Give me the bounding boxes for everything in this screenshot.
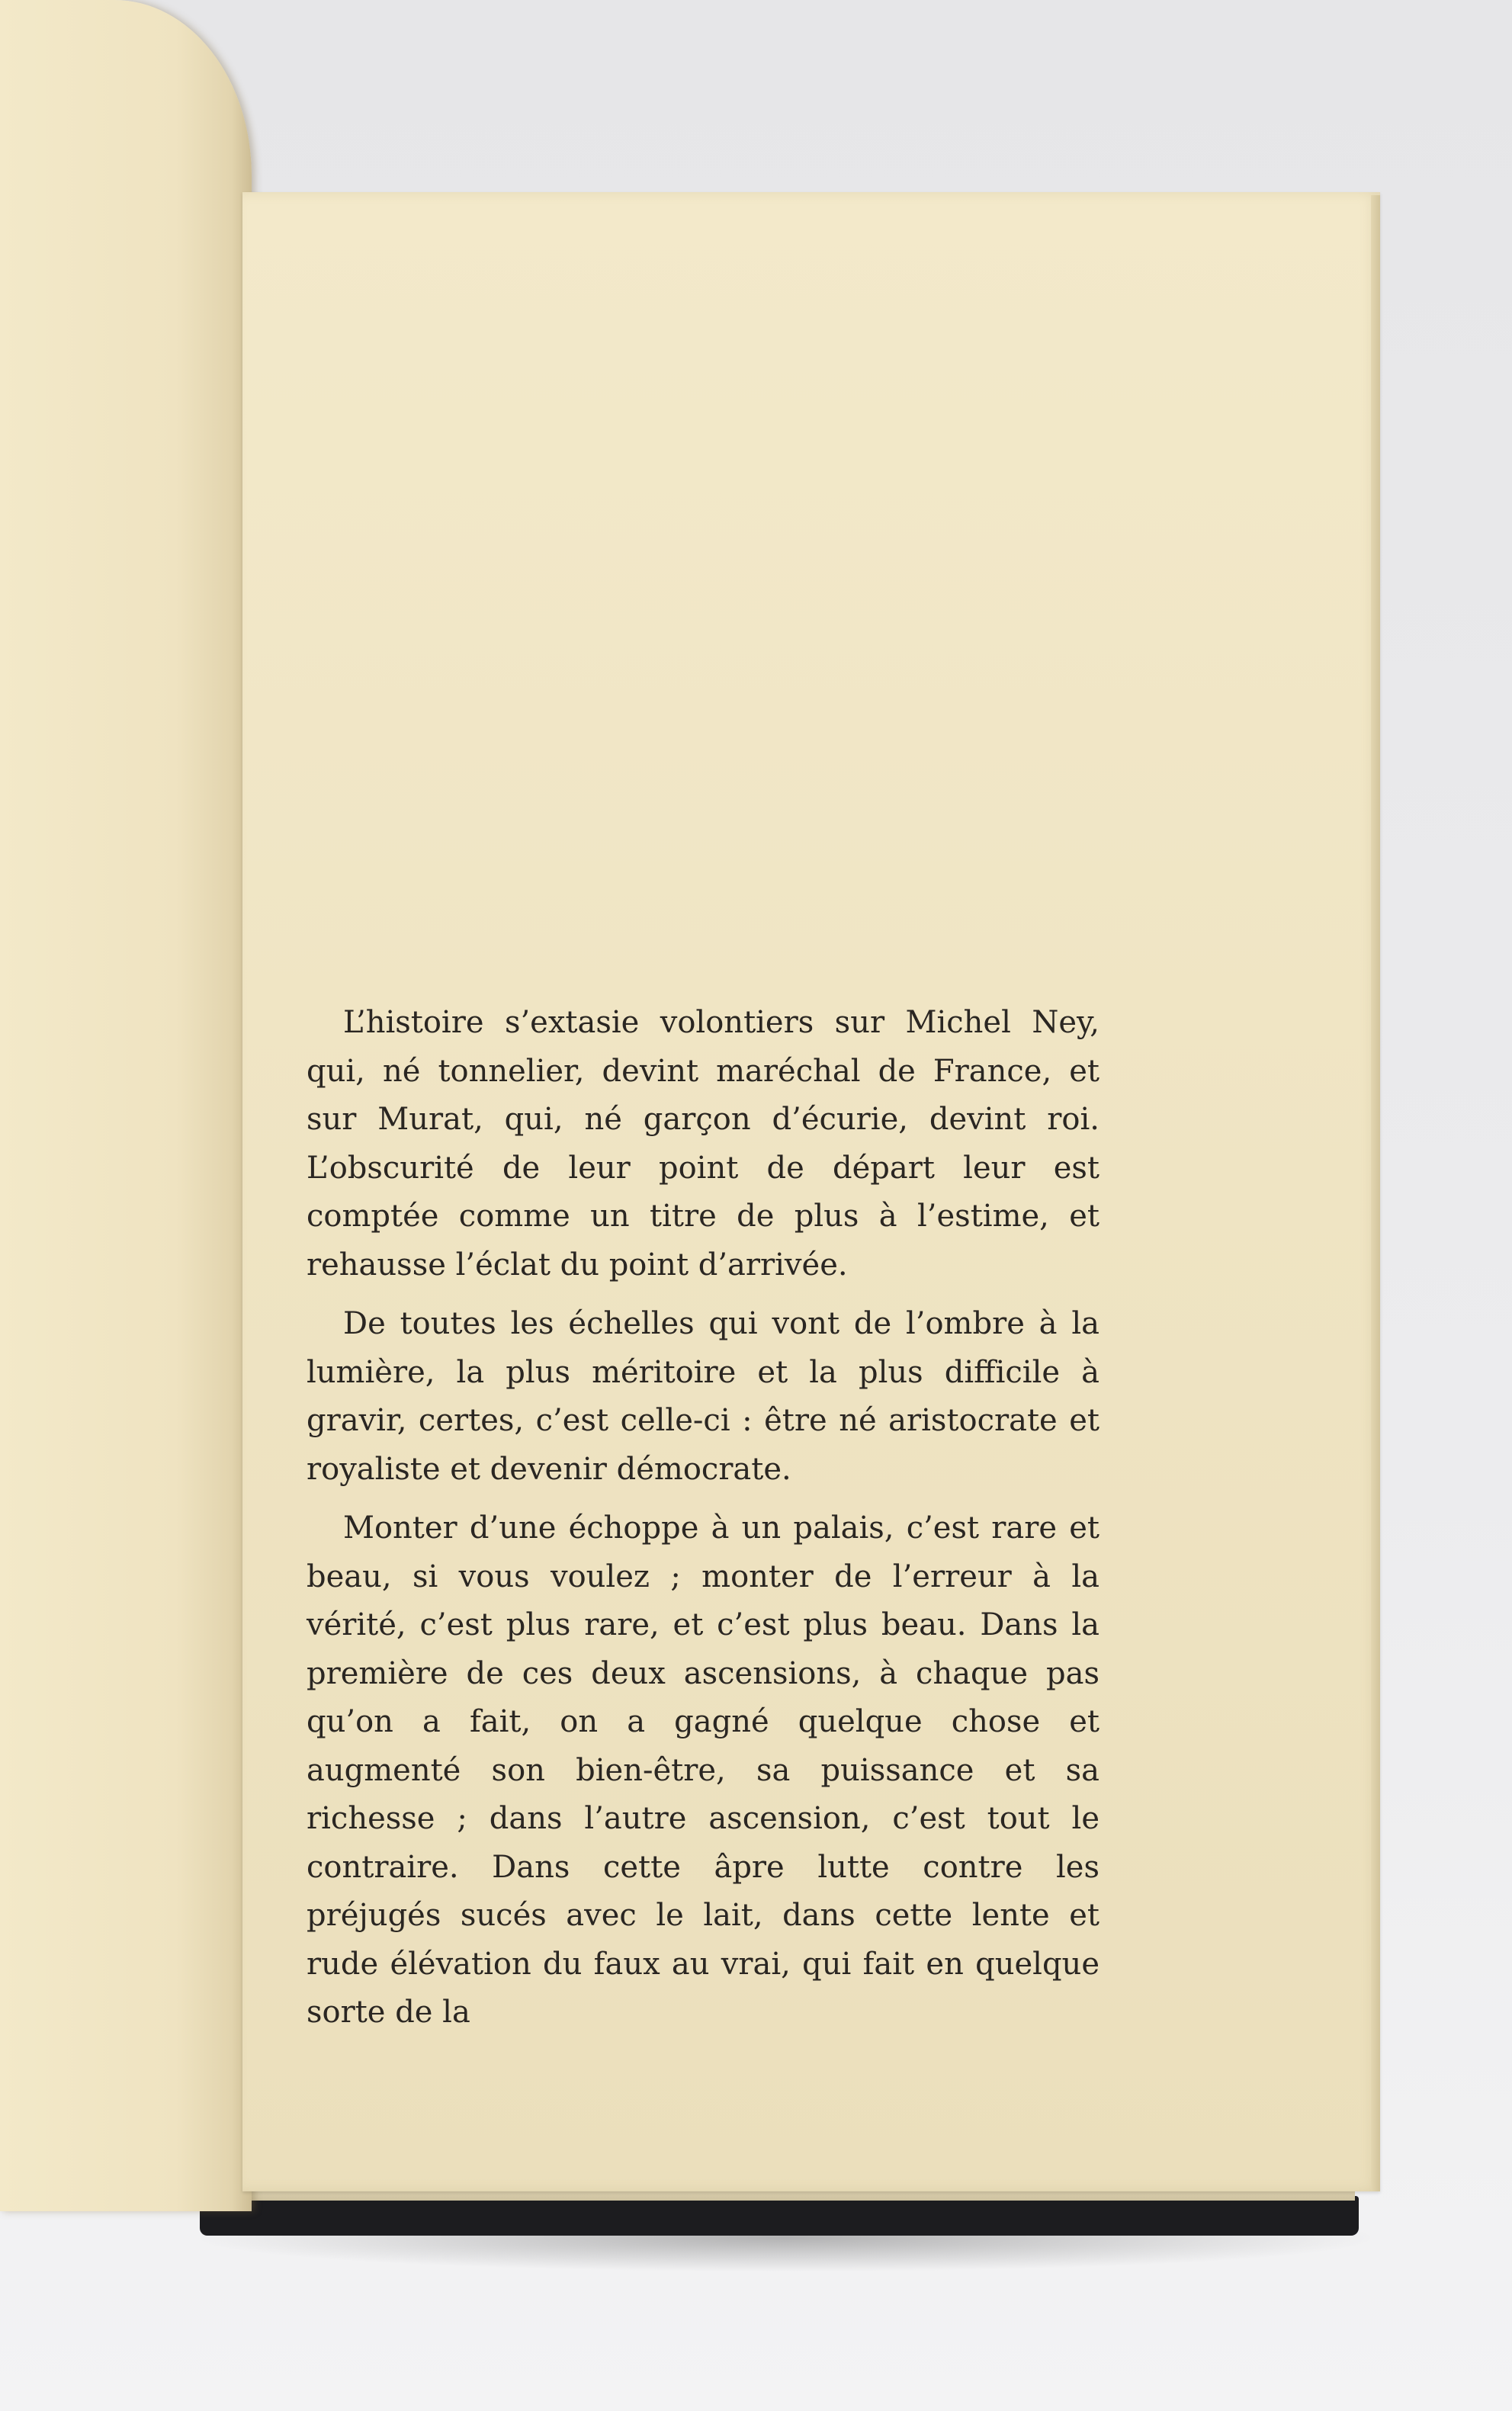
- paragraph: L’histoire s’extasie volontiers sur Michel Ney, qui, né tonnelier, devint maréchal de France, et sur Murat, qui, né garçon d’écurie, devint roi. L’obscurité de leur point de départ leur est comptée comme un titre de plus à l’estime, et rehausse l’éclat du point d’arrivée.: [307, 1005, 1099, 1283]
- page-text: [307, 999, 1099, 2037]
- page-edge: [1371, 195, 1380, 2191]
- paragraph: Monter d’une échoppe à un palais, c’est rare et beau, si vous voulez ; monter de l’erreur à la vérité, c’est plus rare, et c’est plus beau. Dans la première de ces deux ascensions, à chaque pas qu’on a fait, on a gagné quelque chose et augmenté son bien-être, sa puissance et sa richesse ; dans l’autre ascension, c’est tout le contraire. Dans cette âpre lutte contre les préjugés sucés avec le lait, dans cette lente et rude élévation du faux au vrai, qui fait en quelque sorte de la: [307, 1510, 1099, 2030]
- book-cover: [200, 2196, 1359, 2236]
- left-page-curl: [0, 0, 252, 2211]
- paragraph: De toutes les échelles qui vont de l’ombre à la lumière, la plus méritoire et la plus difficile à gravir, certes, c’est celle-ci : être né aristocrate et royaliste et devenir démocrate.: [307, 1306, 1099, 1487]
